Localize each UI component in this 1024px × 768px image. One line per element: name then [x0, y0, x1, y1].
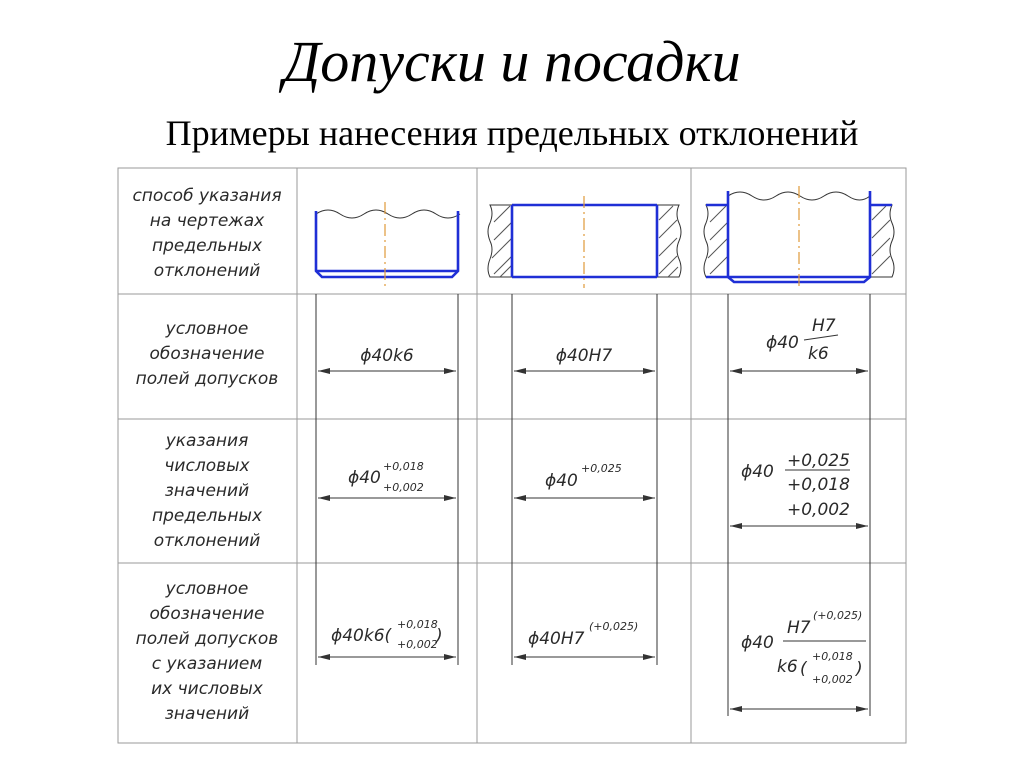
fit-deviations: [728, 419, 870, 563]
hole-combined-base: ϕ40H7: [528, 629, 585, 649]
fit-designation: [728, 294, 870, 419]
shaft-drawing: [316, 202, 460, 288]
row-2-label-line: условное: [165, 319, 249, 339]
shaft-tolerance-label: ϕ40k6: [360, 346, 414, 366]
shaft-upper-deviation: +0,018: [383, 460, 424, 473]
fit-hole-deviation: +0,025: [787, 451, 850, 471]
fit-hole-field: H7: [812, 316, 836, 336]
row-4-label-line: условное: [165, 579, 249, 599]
row-3-label-line: числовых: [164, 456, 250, 476]
row-2-label-line: полей допусков: [135, 369, 279, 389]
hole-combined-deviation: (+0,025): [589, 620, 639, 633]
row-4-label: [136, 579, 279, 724]
row-4-label-line: с указанием: [151, 654, 263, 674]
shaft-combined-lower: +0,002: [397, 638, 438, 651]
fit-shaft-field: k6: [808, 344, 829, 364]
row-1-label-line: отклонений: [153, 261, 261, 281]
row-3-label-line: отклонений: [153, 531, 261, 551]
fit-base-size: ϕ40: [741, 462, 774, 482]
hole-combined: [512, 563, 657, 665]
shaft-combined-upper: +0,018: [397, 618, 438, 631]
fit-combined-shaft-field: k6: [777, 657, 798, 677]
fit-combined-open: (: [800, 659, 807, 679]
hole-drawing: [488, 196, 681, 288]
row-1-label-line: на чертежах: [149, 211, 265, 231]
shaft-combined: [316, 563, 458, 665]
row-3-label-line: предельных: [151, 506, 263, 526]
shaft-combined-close: ): [436, 626, 443, 646]
row-2-label-line: обозначение: [149, 344, 265, 364]
row-4-label-line: полей допусков: [135, 629, 279, 649]
row-4-label-line: их числовых: [151, 679, 263, 699]
fit-combined-hole-field: H7: [787, 618, 811, 638]
hole-deviations: [512, 419, 657, 563]
fit-combined-shaft-lower: +0,002: [812, 673, 853, 686]
page-subtitle: Примеры нанесения предельных отклонений: [165, 113, 859, 153]
page-title: Допуски и посадки: [283, 29, 741, 94]
hole-upper-deviation: +0,025: [581, 462, 622, 475]
shaft-deviations: [316, 419, 458, 563]
row-1-label: [132, 186, 281, 281]
fit-drawing: [704, 186, 894, 290]
fit-combined-hole-deviation: (+0,025): [813, 609, 863, 622]
row-4-label-line: обозначение: [149, 604, 265, 624]
hole-designation: [512, 294, 657, 419]
shaft-designation: [316, 294, 458, 419]
fit-shaft-lower-deviation: +0,002: [787, 500, 850, 520]
fit-combined-close: ): [856, 659, 863, 679]
fit-combined-shaft-upper: +0,018: [812, 650, 853, 663]
fit-combined: [728, 563, 870, 716]
shaft-combined-base: ϕ40k6(: [331, 626, 392, 646]
row-1-label-line: способ указания: [132, 186, 282, 206]
fit-combined-base: ϕ40: [741, 633, 774, 653]
hole-base-size: ϕ40: [545, 471, 578, 491]
row-3-label: [152, 431, 263, 551]
fit-prefix: ϕ40: [766, 333, 799, 353]
row-3-label-line: значений: [164, 481, 250, 501]
fit-shaft-upper-deviation: +0,018: [787, 475, 850, 495]
row-4-label-line: значений: [164, 704, 250, 724]
row-2-label: [136, 319, 279, 389]
shaft-base-size: ϕ40: [348, 468, 381, 488]
row-1-label-line: предельных: [151, 236, 263, 256]
row-3-label-line: указания: [165, 431, 249, 451]
shaft-lower-deviation: +0,002: [383, 481, 424, 494]
hole-tolerance-label: ϕ40H7: [555, 346, 613, 366]
